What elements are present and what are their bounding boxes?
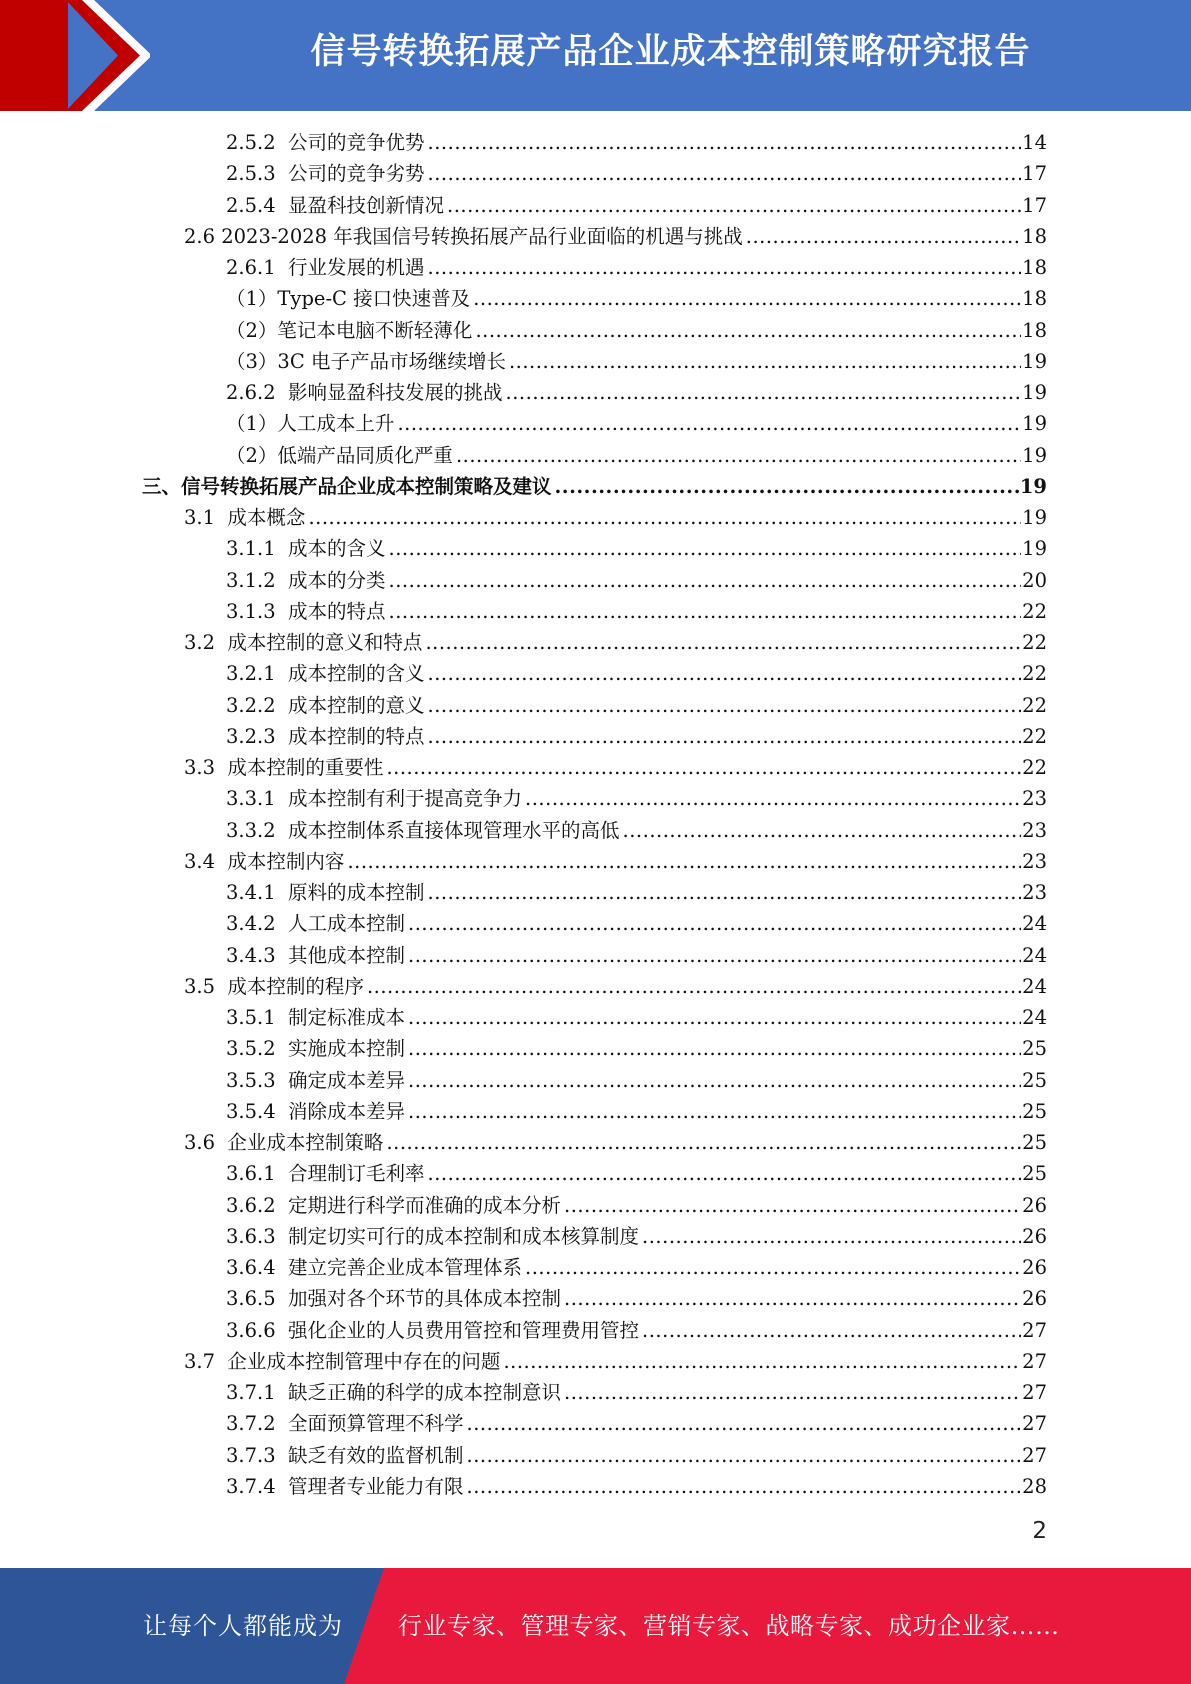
toc-leader-dots — [386, 1127, 1021, 1158]
toc-entry-number: 3.4.3 — [226, 943, 289, 967]
toc-entry-page: 27 — [1022, 1349, 1047, 1373]
toc-entry-number: 3.4.1 — [226, 881, 289, 904]
toc-entry-title: 实施成本控制 — [288, 1037, 406, 1061]
toc-entry-title: 3C 电子产品市场继续增长 — [277, 349, 506, 373]
toc-leader-dots — [623, 815, 1022, 846]
toc-entry-title: 成本的分类 — [288, 568, 386, 592]
toc-entry-page: 17 — [1022, 193, 1047, 217]
toc-entry-number: （2） — [226, 443, 278, 467]
toc-entry-number: 3.1.2 — [226, 568, 289, 592]
toc-leader-dots — [428, 721, 1022, 752]
toc-entry-title: 成本控制的程序 — [227, 974, 364, 998]
toc-entry-number: 3.7 — [184, 1349, 228, 1373]
toc-entry[interactable] — [0, 1065, 1191, 1096]
toc-entry[interactable] — [0, 1127, 1191, 1158]
toc-entry-number: 3.1.1 — [226, 537, 289, 561]
toc-leader-dots — [467, 1471, 1022, 1502]
toc-leader-dots — [397, 408, 1021, 439]
toc-entry-number: 2.5.4 — [226, 193, 289, 217]
toc-entry[interactable] — [0, 1377, 1191, 1408]
toc-entry[interactable] — [0, 1315, 1191, 1346]
toc-entry-page: 22 — [1022, 631, 1047, 654]
toc-entry-page: 28 — [1022, 1474, 1047, 1498]
toc-entry-title: 强化企业的人员费用管控和管理费用管控 — [288, 1318, 640, 1342]
toc-entry[interactable] — [0, 658, 1191, 689]
toc-leader-dots — [456, 440, 1021, 471]
toc-entry[interactable] — [0, 908, 1191, 939]
toc-leader-dots — [475, 315, 1021, 346]
toc-entry-title: 笔记本电脑不断轻薄化 — [277, 318, 473, 342]
toc-entry-page: 19 — [1022, 537, 1047, 561]
toc-leader-dots — [447, 190, 1021, 221]
toc-entry-number: 2.6.2 — [226, 381, 289, 404]
toc-entry-number: 3.2.3 — [226, 724, 289, 748]
toc-entry-title: 成本的特点 — [288, 599, 386, 623]
toc-entry-title: 成本控制有利于提高竞争力 — [288, 787, 523, 811]
toc-entry[interactable] — [0, 533, 1191, 564]
toc-leader-dots — [408, 1002, 1021, 1033]
toc-entry-number: 3.6.3 — [226, 1224, 289, 1248]
toc-entry-number: 3.7.4 — [226, 1474, 289, 1498]
toc-entry[interactable] — [0, 1158, 1191, 1189]
toc-entry-title: 制定切实可行的成本控制和成本核算制度 — [288, 1224, 640, 1248]
toc-entry-title: 影响显盈科技发展的挑战 — [288, 381, 503, 404]
toc-entry-title: 建立完善企业成本管理体系 — [288, 1256, 523, 1279]
page-footer — [0, 1568, 1191, 1684]
toc-leader-dots — [473, 283, 1021, 314]
toc-entry-page: 25 — [1022, 1131, 1047, 1154]
toc-leader-dots — [367, 971, 1021, 1002]
toc-entry[interactable] — [0, 346, 1191, 377]
toc-entry-title: 加强对各个环节的具体成本控制 — [288, 1287, 562, 1311]
toc-entry-page: 24 — [1022, 974, 1047, 998]
header-chevron-icon — [66, 0, 150, 111]
toc-leader-dots — [428, 252, 1022, 283]
toc-entry-title: 企业成本控制策略 — [227, 1131, 384, 1154]
toc-entry-title: 行业发展的机遇 — [288, 256, 425, 279]
toc-entry[interactable] — [0, 127, 1191, 158]
toc-entry-title: 缺乏有效的监督机制 — [288, 1443, 464, 1467]
toc-leader-dots — [428, 127, 1022, 158]
toc-leader-dots — [564, 1190, 1021, 1221]
toc-entry[interactable] — [0, 1440, 1191, 1471]
page-number: 2 — [1032, 1518, 1047, 1544]
toc-leader-dots — [308, 502, 1021, 533]
toc-entry-page: 26 — [1022, 1193, 1047, 1217]
toc-entry-title: 显盈科技创新情况 — [288, 193, 445, 217]
toc-entry-title: 原料的成本控制 — [288, 881, 425, 904]
toc-entry-title: 公司的竞争劣势 — [288, 162, 425, 186]
toc-entry-title: 人工成本控制 — [288, 912, 406, 936]
toc-leader-dots — [389, 596, 1022, 627]
toc-entry[interactable] — [0, 471, 1191, 502]
toc-leader-dots — [425, 627, 1021, 658]
toc-leader-dots — [408, 908, 1021, 939]
toc-entry-title: 2023-2028 年我国信号转换拓展产品行业面临的机遇与挑战 — [221, 224, 743, 248]
toc-entry-page: 24 — [1022, 943, 1047, 967]
toc-entry-number: 3.4.2 — [226, 912, 289, 936]
toc-leader-dots — [428, 158, 1022, 189]
toc-entry[interactable] — [0, 877, 1191, 908]
toc-entry-number: 3.2 — [184, 631, 228, 654]
toc-leader-dots — [503, 1346, 1021, 1377]
toc-entry-title: 定期进行科学而准确的成本分析 — [288, 1193, 562, 1217]
report-title: 信号转换拓展产品企业成本控制策略研究报告 — [310, 32, 1031, 72]
toc-entry-number: 3.7.1 — [226, 1381, 289, 1404]
toc-entry-page: 19 — [1022, 443, 1047, 467]
toc-entry-number: （3） — [226, 349, 278, 373]
toc-leader-dots — [408, 1096, 1021, 1127]
toc-entry-title: 三、信号转换拓展产品企业成本控制策略及建议 — [142, 474, 552, 498]
toc-entry-title: 成本控制的特点 — [288, 724, 425, 748]
toc-entry[interactable] — [0, 252, 1191, 283]
toc-entry[interactable] — [0, 283, 1191, 314]
toc-entry-number: 3.5.4 — [226, 1099, 289, 1123]
toc-entry-page: 19 — [1019, 474, 1047, 498]
toc-leader-dots — [642, 1315, 1021, 1346]
toc-leader-dots — [428, 877, 1022, 908]
toc-entry-page: 23 — [1022, 881, 1047, 904]
toc-entry-title: 合理制订毛利率 — [288, 1162, 425, 1186]
toc-entry-page: 25 — [1022, 1162, 1047, 1186]
toc-entry[interactable] — [0, 565, 1191, 596]
toc-entry[interactable] — [0, 502, 1191, 533]
toc-entry-number: 3.6.5 — [226, 1287, 289, 1311]
table-of-contents — [0, 127, 1191, 1502]
toc-entry[interactable] — [0, 940, 1191, 971]
toc-entry[interactable] — [0, 158, 1191, 189]
toc-entry-title: 全面预算管理不科学 — [288, 1412, 464, 1436]
toc-entry[interactable] — [0, 596, 1191, 627]
toc-entry[interactable] — [0, 846, 1191, 877]
toc-entry-page: 25 — [1022, 1037, 1047, 1061]
toc-entry-title: 成本控制的含义 — [288, 662, 425, 686]
toc-leader-dots — [408, 1033, 1021, 1064]
toc-entry-title: 成本控制的意义 — [288, 693, 425, 717]
toc-entry[interactable] — [0, 1096, 1191, 1127]
toc-entry[interactable] — [0, 408, 1191, 439]
toc-leader-dots — [408, 1065, 1021, 1096]
toc-leader-dots — [408, 940, 1021, 971]
toc-entry-number: 2.6 — [184, 224, 222, 248]
toc-entry-number: 3.3.2 — [226, 818, 289, 842]
toc-entry[interactable] — [0, 1346, 1191, 1377]
toc-entry-page: 18 — [1022, 318, 1047, 342]
toc-entry[interactable] — [0, 221, 1191, 252]
toc-entry[interactable] — [0, 440, 1191, 471]
toc-leader-dots — [428, 1158, 1022, 1189]
toc-entry-page: 26 — [1022, 1256, 1047, 1279]
toc-entry-page: 20 — [1022, 568, 1047, 592]
toc-entry-number: 3.6.1 — [226, 1162, 289, 1186]
toc-entry-page: 19 — [1022, 349, 1047, 373]
toc-entry-page: 17 — [1022, 162, 1047, 186]
toc-entry[interactable] — [0, 1252, 1191, 1283]
toc-entry-number: 3.5 — [184, 974, 228, 998]
toc-leader-dots — [428, 690, 1022, 721]
toc-leader-dots — [525, 783, 1021, 814]
toc-entry[interactable] — [0, 721, 1191, 752]
header-red-block — [0, 0, 68, 111]
toc-leader-dots — [525, 1252, 1021, 1283]
toc-entry[interactable] — [0, 1002, 1191, 1033]
toc-entry-page: 27 — [1022, 1443, 1047, 1467]
toc-entry-number: 3.6.4 — [226, 1256, 289, 1279]
toc-entry-number: 3.2.1 — [226, 662, 289, 686]
toc-entry-page: 19 — [1022, 506, 1047, 529]
toc-leader-dots — [386, 752, 1021, 783]
toc-entry-page: 23 — [1022, 787, 1047, 811]
toc-entry-number: （1） — [226, 412, 278, 436]
toc-entry-page: 22 — [1022, 599, 1047, 623]
toc-entry-title: 成本控制体系直接体现管理水平的高低 — [288, 818, 620, 842]
toc-leader-dots — [389, 533, 1022, 564]
toc-entry-page: 22 — [1022, 662, 1047, 686]
toc-entry-page: 18 — [1022, 287, 1047, 311]
toc-entry-title: 成本控制的意义和特点 — [227, 631, 423, 654]
footer-slogan-right: 行业专家、管理专家、营销专家、战略专家、成功企业家…… — [398, 1612, 1060, 1640]
toc-entry[interactable] — [0, 1190, 1191, 1221]
toc-leader-dots — [467, 1408, 1022, 1439]
toc-entry-title: 消除成本差异 — [288, 1099, 406, 1123]
toc-entry-page: 14 — [1022, 131, 1047, 154]
toc-leader-dots — [428, 658, 1022, 689]
toc-entry-title: 低端产品同质化严重 — [277, 443, 453, 467]
toc-leader-dots — [347, 846, 1021, 877]
toc-entry[interactable] — [0, 1033, 1191, 1064]
toc-entry-page: 19 — [1022, 412, 1047, 436]
toc-entry-page: 26 — [1022, 1287, 1047, 1311]
page-header — [0, 0, 1191, 111]
toc-entry-page: 22 — [1022, 724, 1047, 748]
toc-entry[interactable] — [0, 1408, 1191, 1439]
toc-entry-title: 人工成本上升 — [277, 412, 395, 436]
footer-slogan-left: 让每个人都能成为 — [143, 1612, 343, 1640]
toc-entry-number: 3.7.3 — [226, 1443, 289, 1467]
toc-entry-title: 公司的竞争优势 — [288, 131, 425, 154]
toc-entry-page: 27 — [1022, 1318, 1047, 1342]
toc-entry-page: 27 — [1022, 1381, 1047, 1404]
toc-entry-number: 3.4 — [184, 849, 228, 873]
toc-entry-number: 3.3.1 — [226, 787, 289, 811]
toc-entry-number: 3.6.2 — [226, 1193, 289, 1217]
toc-entry[interactable] — [0, 690, 1191, 721]
toc-entry[interactable] — [0, 315, 1191, 346]
toc-entry-number: 3.6 — [184, 1131, 228, 1154]
toc-entry-number: 3.5.2 — [226, 1037, 289, 1061]
toc-entry-title: 成本的含义 — [288, 537, 386, 561]
toc-entry-number: 3.1.3 — [226, 599, 289, 623]
toc-leader-dots — [509, 346, 1021, 377]
toc-entry-page: 22 — [1022, 756, 1047, 779]
toc-leader-dots — [389, 565, 1022, 596]
toc-leader-dots — [642, 1221, 1021, 1252]
toc-entry[interactable] — [0, 627, 1191, 658]
toc-entry-number: 3.7.2 — [226, 1412, 289, 1436]
toc-entry-number: 2.5.3 — [226, 162, 289, 186]
toc-entry-page: 24 — [1022, 1006, 1047, 1029]
toc-entry-number: 3.6.6 — [226, 1318, 289, 1342]
toc-entry-number: 3.5.3 — [226, 1068, 289, 1092]
toc-entry-number: 3.1 — [184, 506, 228, 529]
toc-entry-page: 27 — [1022, 1412, 1047, 1436]
toc-leader-dots — [564, 1283, 1021, 1314]
toc-entry-page: 22 — [1022, 693, 1047, 717]
toc-entry-page: 23 — [1022, 849, 1047, 873]
toc-entry-number: 3.2.2 — [226, 693, 289, 717]
toc-entry[interactable] — [0, 971, 1191, 1002]
toc-leader-dots — [746, 221, 1021, 252]
toc-entry-page: 24 — [1022, 912, 1047, 936]
toc-entry-page: 26 — [1022, 1224, 1047, 1248]
toc-entry-title: 制定标准成本 — [288, 1006, 406, 1029]
toc-entry-page: 25 — [1022, 1068, 1047, 1092]
toc-leader-dots — [555, 471, 1019, 502]
toc-entry[interactable] — [0, 752, 1191, 783]
toc-entry-page: 18 — [1022, 256, 1047, 279]
toc-entry-title: 确定成本差异 — [288, 1068, 406, 1092]
toc-entry-title: 其他成本控制 — [288, 943, 406, 967]
toc-entry-title: 成本控制的重要性 — [227, 756, 384, 779]
toc-entry[interactable] — [0, 190, 1191, 221]
toc-entry-number: （1） — [226, 287, 278, 311]
toc-entry-title: 成本控制内容 — [227, 849, 345, 873]
toc-entry[interactable] — [0, 1283, 1191, 1314]
toc-entry[interactable] — [0, 377, 1191, 408]
toc-entry-title: 管理者专业能力有限 — [288, 1474, 464, 1498]
toc-entry-number: 2.6.1 — [226, 256, 289, 279]
toc-entry-number: 3.3 — [184, 756, 228, 779]
toc-entry-number: （2） — [226, 318, 278, 342]
toc-entry-title: 成本概念 — [227, 506, 306, 529]
toc-entry[interactable] — [0, 1221, 1191, 1252]
toc-leader-dots — [564, 1377, 1021, 1408]
toc-entry-title: 企业成本控制管理中存在的问题 — [227, 1349, 501, 1373]
toc-entry-number: 2.5.2 — [226, 131, 289, 154]
toc-entry-number: 3.5.1 — [226, 1006, 289, 1029]
toc-leader-dots — [506, 377, 1022, 408]
toc-entry-page: 19 — [1022, 381, 1047, 404]
toc-entry[interactable] — [0, 783, 1191, 814]
toc-entry-page: 18 — [1022, 224, 1047, 248]
toc-entry[interactable] — [0, 815, 1191, 846]
toc-entry-page: 25 — [1022, 1099, 1047, 1123]
toc-entry-title: Type-C 接口快速普及 — [277, 287, 471, 311]
toc-entry-page: 23 — [1022, 818, 1047, 842]
toc-entry-title: 缺乏正确的科学的成本控制意识 — [288, 1381, 562, 1404]
toc-entry[interactable] — [0, 1471, 1191, 1502]
toc-leader-dots — [467, 1440, 1022, 1471]
